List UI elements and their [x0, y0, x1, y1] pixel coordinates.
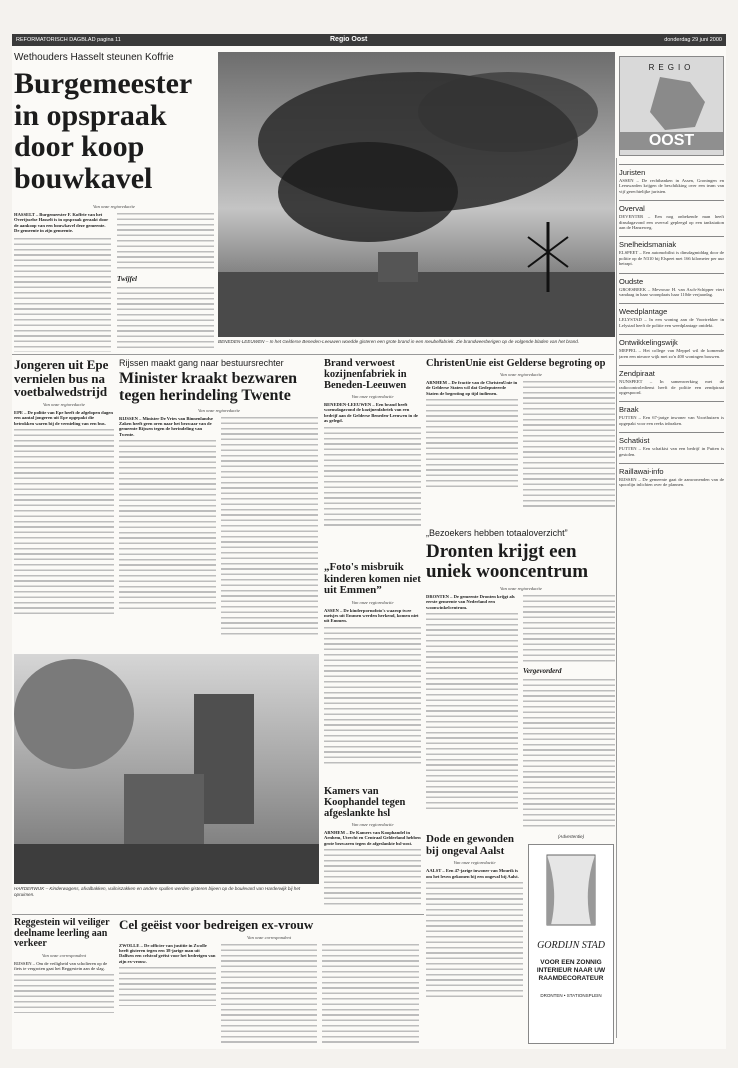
- ad-address: DRONTEN • STATIONSPLEIN: [540, 993, 602, 998]
- main-body-col1: [14, 237, 111, 352]
- harderwijk-photo-art: [14, 654, 319, 884]
- dronten-body1: [426, 612, 518, 812]
- sidebar-brief-title: Overval: [619, 200, 724, 213]
- cel-article: [119, 918, 419, 1048]
- sidebar-brief-title: Schatkist: [619, 432, 724, 445]
- sidebar-brief-title: Zendpiraat: [619, 365, 724, 378]
- sidebar-brief-text: ASSEN – De rechtbanken in Assen, Groningen en Leeuwarden krijgen de beschikking over een team van vijf gerechtelijke juristen.: [619, 178, 724, 194]
- main-lead: HASSELT – Burgemeester F. Koffrie van het Overijsselse Hasselt is in opspraak geraakt door de aankoop van een bouwkavel deze gemeente. De gemeente in zijn gemeente.: [14, 212, 109, 234]
- sidebar-brief-text: PUTTEN – Een schatkist van een bedrijf in Putten is gestolen.: [619, 446, 724, 457]
- harderwijk-photo: [14, 654, 319, 884]
- twente-kicker: Rijssen maakt gang naar bestuursrechter: [119, 358, 284, 368]
- sidebar-brief-text: NUNSPEET – In samenwerking met de radiocontroledienst heeft de politie een zendpiraat opgespoord.: [619, 379, 724, 395]
- dronten-byline: Van onze regioredactie: [499, 585, 542, 591]
- fire-photo: [218, 52, 615, 337]
- dronten-body2: [523, 594, 615, 664]
- dode-byline: Van onze regioredactie: [453, 860, 496, 866]
- dronten-body3: [523, 678, 615, 828]
- curtain-icon: [529, 845, 613, 935]
- sidebar-brief-text: GROESBEEK – Mevrouw H. van Asch-Schipper viert vandaag in haar woonplaats haar 110de verjaardag.: [619, 286, 724, 298]
- region-map-icon: [620, 72, 724, 132]
- fotos-body: [324, 626, 421, 766]
- kamers-body: [324, 848, 421, 908]
- ad-slogan: VOOR EEN ZONNIG INTERIEUR NAAR UW RAAMDECORATEUR: [536, 959, 606, 982]
- sidebar-brief-title: Weedplantage: [619, 303, 724, 316]
- cel-lead: ZWOLLE – De officier van justitie in Zwolle heeft gisteren tegen een 38-jarige man uit Dalfsen een celstraf geëist voor het bedreigen van zijn ex-vrouw.: [119, 942, 216, 964]
- brand-article: [324, 358, 421, 558]
- brand-byline: Van onze regioredactie: [351, 394, 394, 400]
- header-section: Regio Oost: [330, 36, 368, 43]
- ad-brand: GORDIJN STAD: [537, 940, 605, 951]
- fotos-article: [324, 562, 421, 782]
- cel-body1: [119, 966, 216, 1006]
- dode-headline: Dode en gewonden bij ongeval Aalst: [426, 834, 515, 857]
- main-article: [14, 52, 214, 352]
- cel-body3: [322, 943, 419, 1043]
- christen-byline: Van onze regioredactie: [499, 372, 542, 378]
- main-body-col3: [117, 286, 214, 352]
- sidebar-brief-text: RIJSSEN – De gemeente gaat de aanwonenden van de spoorlijn inlichten over de plannen.: [619, 476, 724, 488]
- regge-article: [14, 918, 114, 1048]
- sidebar-brief-title: Snelheidsmaniak: [619, 236, 724, 249]
- fotos-lead: ASSEN – De kinderpornofoto's waarop twee meisjes uit Emmen werden herkend, komen niet uit Emmen.: [324, 607, 419, 624]
- epe-article: [14, 358, 114, 648]
- dronten-headline: Dronten krijgt een uniek wooncentrum: [426, 541, 589, 582]
- cel-body2: [221, 943, 318, 1043]
- regge-byline: Van onze correspondent: [42, 952, 86, 958]
- sidebar-brief-text: ELSPEET – Een automobilist is dinsdagmiddag door de politie op de N310 bij Elspeet met 166 kilometer per uur betrapt.: [619, 250, 724, 267]
- regge-headline: Reggestein wil veiliger deelname leerling aan verkeer: [14, 918, 110, 949]
- sidebar-brief-text: MEPPEL – Het college van Meppel wil de komende jaren een nieuwe wijk met zo'n 400 woningen bouwen.: [619, 348, 724, 359]
- dronten-article: [426, 528, 616, 828]
- twente-article: [119, 358, 319, 648]
- dronten-kicker: „Bezoekers hebben totaaloverzicht”: [426, 528, 568, 538]
- twente-headline: Minister kraakt bezwaren tegen herindeling Twente: [119, 370, 298, 404]
- sidebar-brief-title: Raillawai-info: [619, 463, 724, 476]
- dode-article: [426, 834, 523, 1044]
- sidebar-brief-title: Oudste: [619, 273, 724, 286]
- sidebar-briefs: [619, 158, 724, 1048]
- brand-lead: BENEDEN-LEEUWEN – Een brand heeft woensdagavond de kozijnenfabriek van een bedrijf aan de Gelderse Beneden-Leeuwen in de as gelegd.: [324, 402, 418, 424]
- regge-lead: RIJSSEN – Om de veiligheid van scholieren op de fiets te vergroten gaat het Reggestein aan de slag.: [14, 960, 108, 971]
- epe-headline: Jongeren uit Epe vernielen bus na voetbalwedstrijd: [14, 358, 109, 400]
- christen-body1: [426, 398, 518, 488]
- main-headline: Burgemeester in opspraak door koop bouwkavel: [14, 67, 192, 195]
- christen-article: [426, 358, 616, 523]
- main-subhead: Twijfel: [117, 275, 137, 283]
- cel-byline: Van onze correspondent: [247, 934, 291, 940]
- regio-box: [619, 56, 724, 156]
- harderwijk-caption: HARDERWIJK – Kinderwagens, afvalbakken, vuilniszakken en andere spullen werden gisteren bijeen op de boulevard van Harderwijk bij het opruimen.: [14, 886, 301, 897]
- header-date: donderdag 29 juni 2000: [664, 37, 722, 43]
- kamers-headline: Kamers van Koophandel tegen afgeslankte hsl: [324, 786, 406, 820]
- sidebar-brief-text: LELYSTAD – In een woning aan de Voortrekker in Lelystad heeft de politie een weedplantage ontdekt.: [619, 317, 724, 328]
- twente-byline: Van onze regioredactie: [197, 407, 240, 413]
- fotos-byline: Van onze regioredactie: [351, 599, 394, 605]
- twente-body2: [221, 416, 318, 636]
- main-body-col2: [117, 212, 214, 272]
- regio-oost: OOST: [620, 132, 723, 150]
- dode-lead: AALST – Een 47-jarige inwoner van Mourik is om het leven gekomen bij een ongeval bij Aalst.: [426, 868, 519, 879]
- kamers-byline: Van onze regioredactie: [351, 822, 394, 828]
- newspaper-page: [12, 34, 726, 1049]
- regio-label: REGIO: [648, 63, 695, 72]
- sidebar-brief-title: Braak: [619, 401, 724, 414]
- sidebar-brief-title: Juristen: [619, 164, 724, 177]
- epe-body: [14, 428, 114, 618]
- epe-byline: Van onze regioredactie: [42, 401, 85, 407]
- main-kicker: Wethouders Hasselt steunen Koffrie: [14, 52, 174, 63]
- dronten-lead: DRONTEN – De gemeente Dronten krijgt als eerste gemeente van Nederland een woonwinkelcentrum.: [426, 593, 515, 610]
- dode-body: [426, 881, 523, 1001]
- epe-lead: EPE – De politie van Epe heeft de afgelopen dagen een aantal jongeren uit Epe opgepakt die betrokken waren bij de vernieling van een bus.: [14, 409, 113, 426]
- brand-body: [324, 426, 421, 526]
- christen-body2: [523, 380, 615, 510]
- sidebar-brief-text: PUTTEN – Een 67-jarige inwoner van Voorthuizen is opgepakt voor een reeks inbraken.: [619, 415, 724, 426]
- kamers-lead: ARNHEM – De Kamers van Koophandel in Arnhem, Utrecht en Centraal Gelderland hebben grote bezwaren tegen de afgeslankte hsl-oost.: [324, 830, 421, 846]
- sidebar-brief-text: DEVENTER – Een nog onbekende man heeft dinsdagavond een overval gepleegd op een tankstation aan de Hanzeweg.: [619, 214, 724, 231]
- twente-body1: [119, 439, 216, 609]
- twente-lead: RIJSSEN – Minister De Vries van Binnenlandse Zaken heeft geen oren naar het bezwaar van de gemeente Rijssen tegen de herindeling van Twente.: [119, 415, 213, 437]
- regge-body: [14, 973, 114, 1013]
- ad-label: (Advertentie): [557, 834, 585, 839]
- dronten-subhead: Vergevorderd: [523, 666, 562, 675]
- fotos-headline: „Foto's misbruik kinderen komen niet uit Emmen”: [324, 562, 421, 597]
- christen-headline: ChristenUnie eist Gelderse begroting op: [426, 358, 606, 369]
- sidebar-brief-title: Ontwikkelingswijk: [619, 334, 724, 347]
- cel-headline: Cel geëist voor bedreigen ex-vrouw: [119, 918, 314, 932]
- header-paper: REFORMATORISCH DAGBLAD pagina 11: [16, 37, 121, 43]
- gordijn-ad[interactable]: [528, 844, 614, 1044]
- main-byline: Van onze regioredactie: [92, 204, 135, 209]
- fire-photo-art: [218, 52, 615, 337]
- kamers-article: [324, 786, 421, 916]
- page-header: [12, 34, 726, 46]
- fire-caption: BENEDEN-LEEUWEN – In het Gelderse Beneden-Leeuwen woedde gisteren een grote brand in een meubelfabriek. Zie brandweerberigen op de volgende bladen van het brand.: [218, 339, 580, 344]
- christen-lead: ARNHEM – De fractie van de ChristenUnie in de Gelderse Staten wil dat Gedeputeerde Staten de begroting op tijd indienen.: [426, 380, 518, 396]
- brand-headline: Brand verwoest kozijnenfabriek in Beneden-Leeuwen: [324, 358, 407, 392]
